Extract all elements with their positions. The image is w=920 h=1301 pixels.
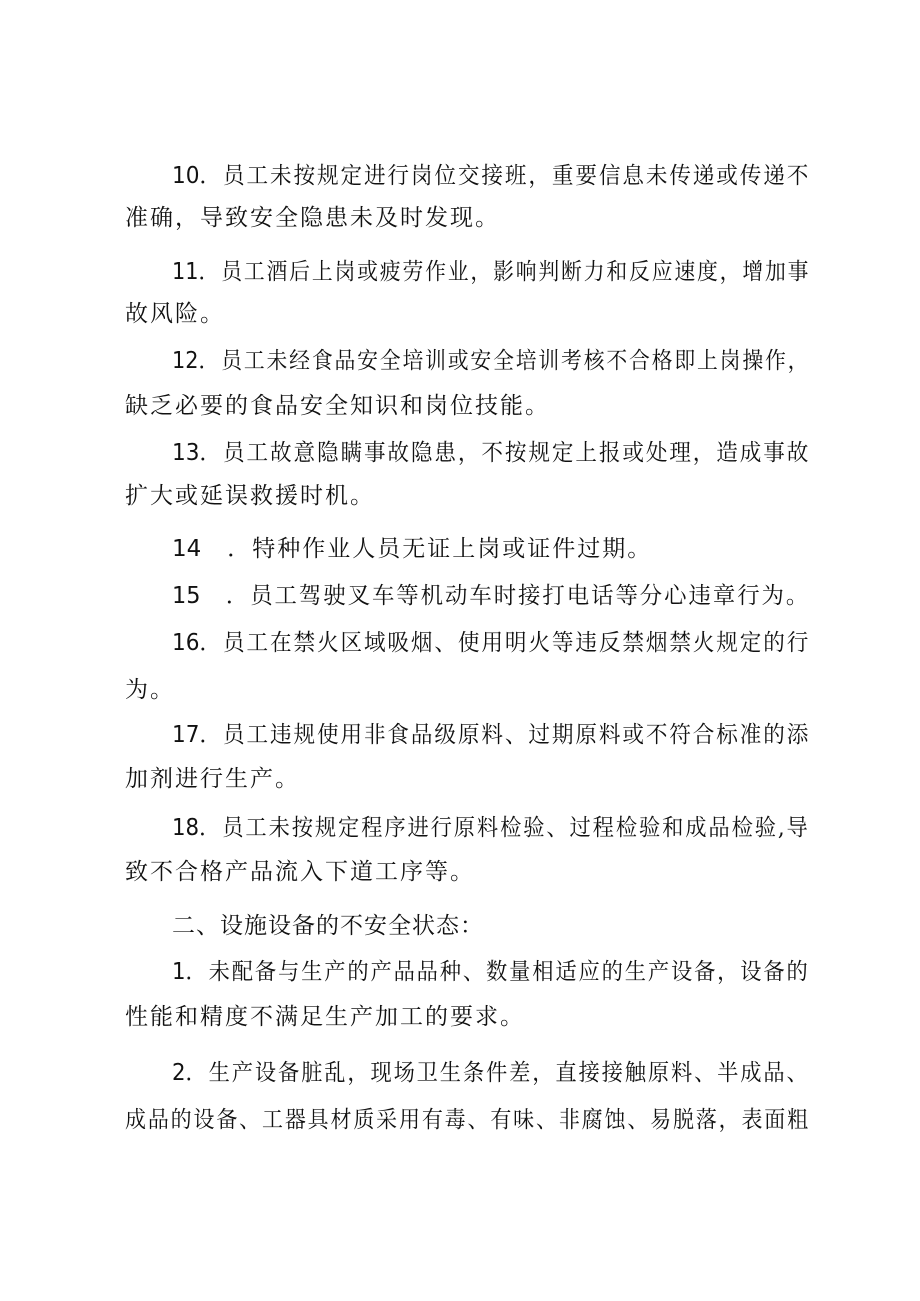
item-number: 14 bbox=[172, 536, 202, 562]
item-number: 13 bbox=[172, 440, 200, 466]
section-item-2-line-2: 成品的设备、工器具材质采用有毒、有味、非腐蚀、易脱落，表面粗 bbox=[125, 1107, 810, 1133]
list-item-12-line-1 bbox=[172, 345, 810, 377]
list-item-10-line-2: 准确，导致安全隐患未及时发现。 bbox=[125, 205, 500, 231]
list-item-13-line-2: 扩大或延误救援时机。 bbox=[125, 483, 375, 509]
list-item-16-line-2: 为。 bbox=[125, 677, 175, 703]
list-item-15-line-1 bbox=[172, 580, 810, 612]
list-item-10-line-1 bbox=[172, 160, 810, 192]
list-item-18-line-2: 致不合格产品流入下道工序等。 bbox=[125, 859, 475, 885]
item-number: 1 bbox=[172, 959, 186, 985]
item-text: ．员工违规使用非食品级原料、过期原料或不符合标准的添 bbox=[199, 722, 811, 748]
item-text: ．生产设备脏乱，现场卫生条件差，直接接触原料、半成品、 bbox=[185, 1060, 810, 1086]
item-number: 10 bbox=[172, 163, 200, 189]
list-item-16-line-1 bbox=[172, 627, 810, 659]
list-item-18-line-1 bbox=[172, 812, 810, 844]
item-number: 16 bbox=[172, 630, 200, 656]
item-text: ．员工未按规定进行岗位交接班，重要信息未传递或传递不 bbox=[199, 163, 811, 189]
item-number: 12 bbox=[172, 348, 199, 374]
item-number: 15 bbox=[172, 583, 201, 609]
item-number: 11 bbox=[172, 259, 199, 285]
item-text: ．员工故意隐瞒事故隐患，不按规定上报或处理，造成事故 bbox=[199, 440, 811, 466]
item-number: 17 bbox=[172, 722, 200, 748]
item-text: ．员工驾驶叉车等机动车时接打电话等分心违章行为。 bbox=[225, 583, 811, 609]
item-number: 18 bbox=[172, 815, 200, 841]
section-item-1-line-1 bbox=[172, 956, 810, 988]
list-item-17-line-2: 加剂进行生产。 bbox=[125, 766, 300, 792]
item-text: ．员工未经食品安全培训或安全培训考核不合格即上岗操作， bbox=[198, 348, 811, 374]
item-text: ．员工酒后上岗或疲劳作业，影响判断力和反应速度，增加事 bbox=[198, 259, 811, 285]
list-item-14-line-1 bbox=[172, 533, 652, 565]
section-item-2-line-1 bbox=[172, 1057, 810, 1089]
item-text: ．员工在禁火区域吸烟、使用明火等违反禁烟禁火规定的行 bbox=[199, 630, 811, 656]
section-item-1-line-2: 性能和精度不满足生产加工的要求。 bbox=[125, 1004, 525, 1030]
list-item-13-line-1 bbox=[172, 437, 810, 469]
list-item-11-line-1 bbox=[172, 256, 810, 288]
item-text: ．特种作业人员无证上岗或证件过期。 bbox=[227, 536, 653, 562]
section-heading: 二、设施设备的不安全状态： bbox=[172, 913, 484, 939]
item-text: ．未配备与生产的产品品种、数量相适应的生产设备，设备的 bbox=[185, 959, 810, 985]
list-item-12-line-2: 缺乏必要的食品安全知识和岗位技能。 bbox=[125, 393, 550, 419]
item-number: 2 bbox=[172, 1060, 186, 1086]
list-item-17-line-1 bbox=[172, 719, 810, 751]
list-item-11-line-2: 故风险。 bbox=[125, 301, 225, 327]
item-text: ．员工未按规定程序进行原料检验、过程检验和成品检验,导 bbox=[199, 815, 810, 841]
